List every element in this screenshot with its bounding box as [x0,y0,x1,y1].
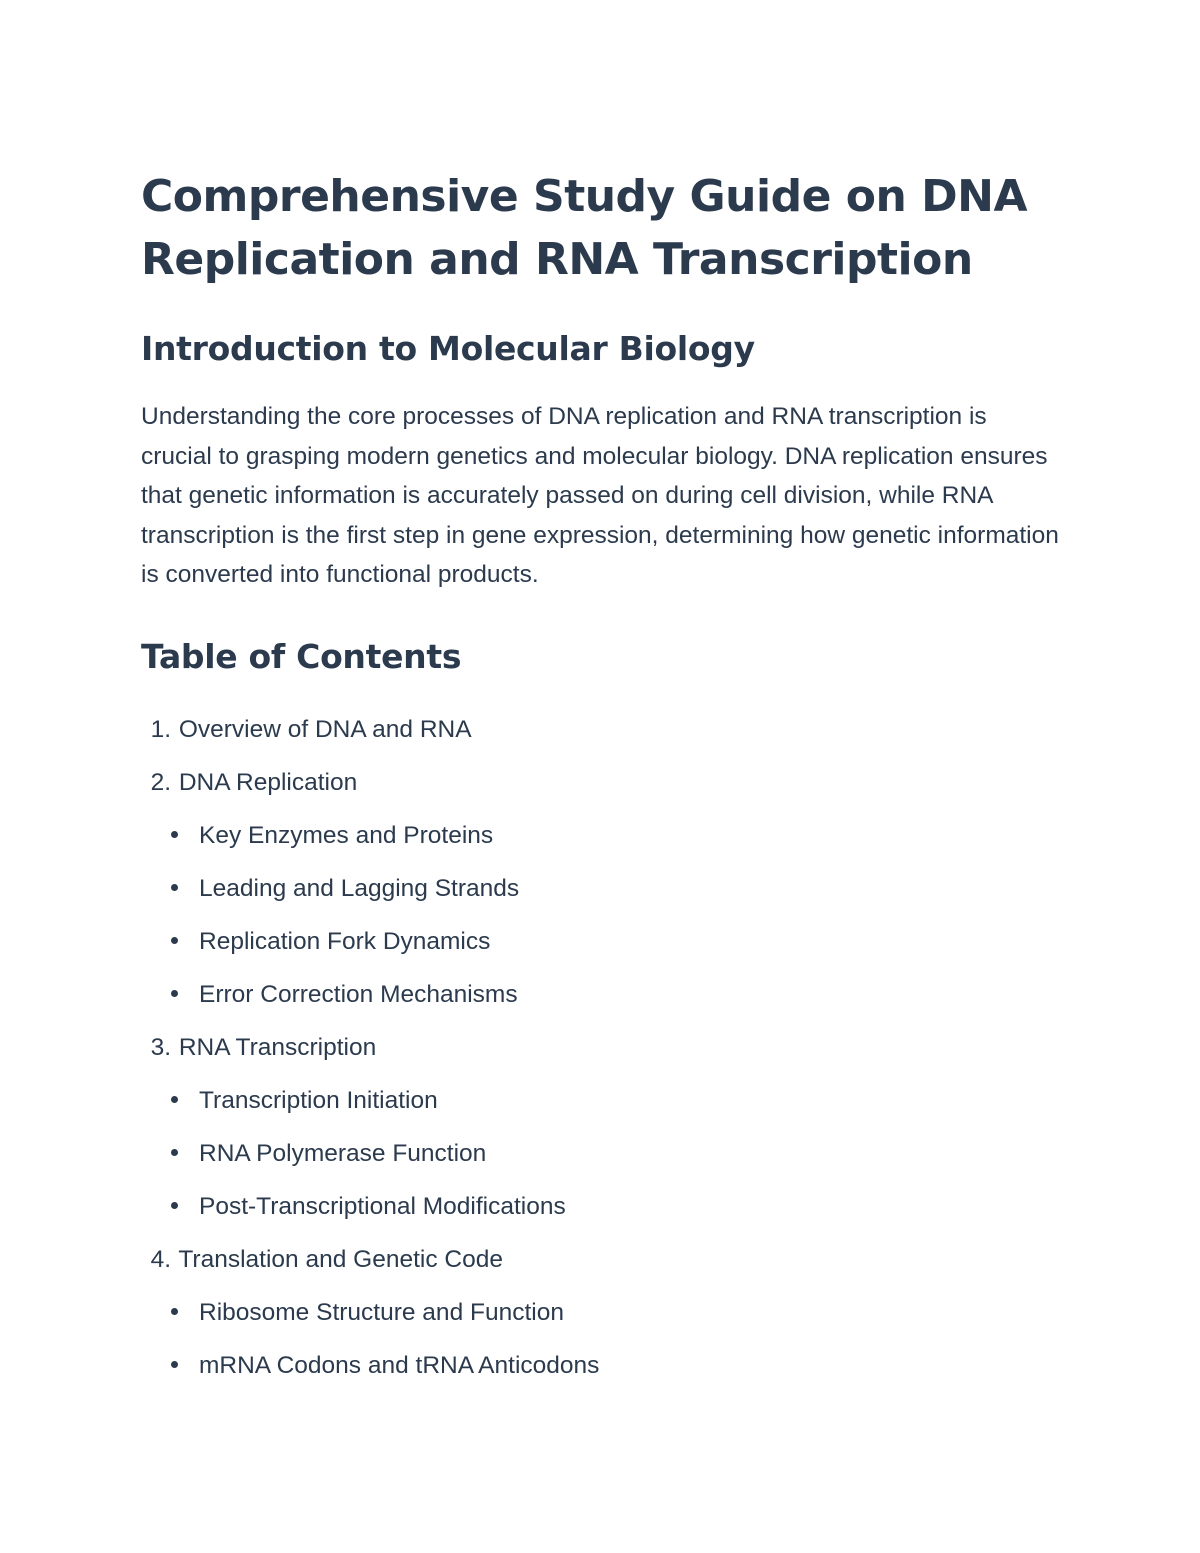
intro-heading: Introduction to Molecular Biology [141,329,755,368]
toc-item [141,756,1071,809]
toc-subitem [141,862,1071,915]
toc-subitem-label: Ribosome Structure and Function [199,1298,564,1326]
toc-subitem-label: Leading and Lagging Strands [199,874,520,902]
toc-subitem [141,1180,1071,1233]
bullet-icon [171,884,178,891]
toc-subitem-label: Post-Transcriptional Modifications [199,1192,566,1220]
document-title [141,165,1071,291]
toc-item-label: Overview of DNA and RNA [178,715,472,743]
toc-subitem-label: RNA Polymerase Function [199,1139,487,1167]
toc-item-number: 4. [150,1245,171,1273]
toc-item-number: 2. [150,768,171,796]
toc-subitem-label: Replication Fork Dynamics [199,927,491,955]
toc-subitem [141,1127,1071,1180]
toc-item [141,1021,1071,1074]
bullet-icon [171,990,178,997]
toc-item [141,1233,1071,1286]
bullet-icon [171,937,178,944]
toc-subitem-label: Error Correction Mechanisms [199,980,518,1008]
toc-heading: Table of Contents [141,636,462,676]
toc-item [141,703,1071,756]
intro-paragraph: Understanding the core processes of DNA replication and RNA transcription is crucial to grasping modern genetics and molecular biology. DNA replication ensures that genetic information is accurately passed on during cell division, while RNA transcription is the first step in gene expression, determining how genetic information is converted into functional products. [141,403,1059,588]
toc-item-number: 3. [150,1033,171,1061]
bullet-icon [171,831,178,838]
toc-item-label: Translation and Genetic Code [178,1245,503,1273]
toc-subitem-label: Transcription Initiation [199,1086,438,1114]
title-line-2: Replication and RNA Transcription [141,234,973,285]
table-of-contents [141,703,1071,1392]
title-line-1: Comprehensive Study Guide on DNA [141,171,1027,222]
toc-subitem [141,1074,1071,1127]
toc-subitem-label: Key Enzymes and Proteins [199,821,494,849]
toc-subitem-label: mRNA Codons and tRNA Anticodons [199,1351,600,1379]
bullet-icon [171,1202,178,1209]
toc-item-label: DNA Replication [178,768,358,796]
bullet-icon [171,1361,178,1368]
toc-item-number: 1. [150,715,171,743]
toc-subitem [141,1286,1071,1339]
toc-subitem [141,809,1071,862]
toc-item-label: RNA Transcription [178,1033,377,1061]
toc-subitem [141,1339,1071,1392]
toc-subitem [141,968,1071,1021]
bullet-icon [171,1308,178,1315]
toc-subitem [141,915,1071,968]
bullet-icon [171,1149,178,1156]
document-page [141,165,1071,1392]
bullet-icon [171,1096,178,1103]
